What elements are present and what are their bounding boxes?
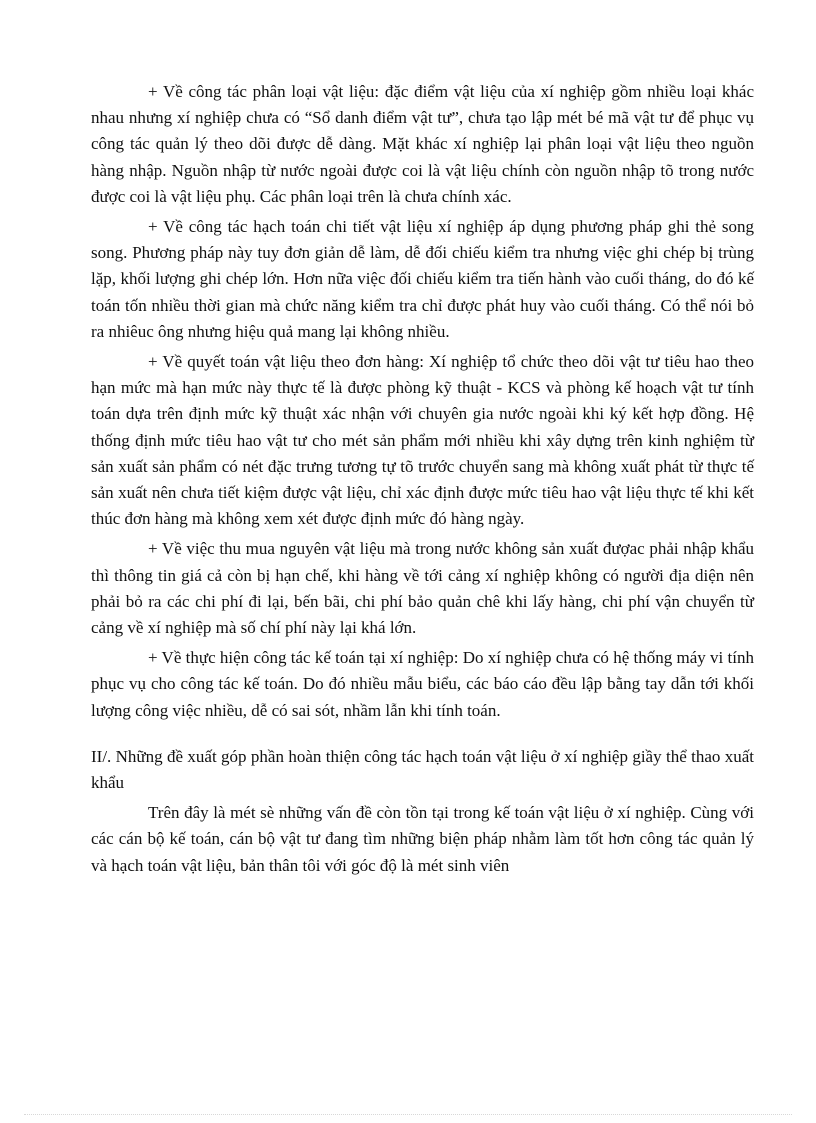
- paragraph-detailed-accounting: + Về công tác hạch toán chi tiết vật liệu xí nghiệp áp dụng phương pháp ghi thẻ song song. Phương pháp này tuy đơn giản dễ làm, dễ đối chiếu kiểm tra nhưng việc ghi chép bị trùng lặp, khối lượng ghi chép lớn. Hơn nữa việc đối chiếu kiểm tra tiến hành vào cuối tháng, do đó kế toán tốn nhiều thời gian mà chức năng kiểm tra chỉ được phát huy vào cuối tháng. Có thể nói bỏ ra nhiêuc ông nhưng hiệu quả mang lại không nhiều.: [91, 217, 754, 341]
- paragraph-material-classification: + Về công tác phân loại vật liệu: đặc điểm vật liệu của xí nghiệp gồm nhiều loại khác nhau nhưng xí nghiệp chưa có “Sổ danh điểm vật tư”, chưa tạo lập mét bé mã vật tư để phục vụ công tác quản lý theo dõi được dễ dàng. Mặt khác xí nghiệp lại phân loại vật liệu theo nguồn hàng nhập. Nguồn nhập từ nước ngoài được coi là vật liệu chính còn nguồn nhập tõ trong nước được coi là vật liệu phụ. Các phân loại trên là chưa chính xác.: [91, 82, 754, 206]
- document-body: [91, 79, 754, 883]
- footer-divider: [24, 1114, 792, 1115]
- paragraph-order-settlement: + Về quyết toán vật liệu theo đơn hàng: Xí nghiệp tổ chức theo dõi vật tư tiêu hao theo hạn mức mà hạn mức này thực tế là được phòng kỹ thuật - KCS và phòng kế hoạch vật tư tính toán dựa trên định mức kỹ thuật xác nhận với chuyên gia nước ngoài khi ký kết hợp đồng. Hệ thống định mức tiêu hao vật tư cho mét sản phẩm mới nhiều khi xây dựng trên kinh nghiệm từ sản xuất sản phẩm có nét đặc trưng tương tự tõ trước chuyển sang mà không xuất phát từ thực tế sản xuất nên chưa tiết kiệm được vật liệu, chỉ xác định được mức tiêu hao vật liệu thực tế khi kết thúc đơn hàng mà không xem xét được định mức đó hàng ngày.: [91, 352, 754, 529]
- paragraph-closing: Trên đây là mét sè những vấn đề còn tồn tại trong kế toán vật liệu ở xí nghiệp. Cùng với các cán bộ kế toán, cán bộ vật tư đang tìm những biện pháp nhằm làm tốt hơn công tác quản lý và hạch toán vật liệu, bản thân tôi với góc độ là mét sinh viên: [91, 803, 754, 875]
- paragraph-material-purchasing: + Về việc thu mua nguyên vật liệu mà trong nước không sản xuất đượac phải nhập khẩu thì thông tin giá cả còn bị hạn chế, khi hàng về tới cảng xí nghiệp không có người địa diện nên phải bỏ ra các chi phí đi lại, bến bãi, chi phí bảo quản chê khi lấy hàng, chi phí vận chuyển từ cảng về xí nghiệp mà số chí phí này lại khá lớn.: [91, 539, 754, 638]
- paragraph-accounting-implementation: + Về thực hiện công tác kế toán tại xí nghiệp: Do xí nghiệp chưa có hệ thống máy vi tính phục vụ cho công tác kế toán. Do đó nhiều mẫu biểu, các báo cáo đều lập bằng tay dẫn tới khối lượng công việc nhiều, dễ có sai sót, nhầm lẫn khi tính toán.: [91, 648, 754, 720]
- section-heading: II/. Những đề xuất góp phần hoàn thiện công tác hạch toán vật liệu ở xí nghiệp giầy thể thao xuất khẩu: [91, 746, 754, 793]
